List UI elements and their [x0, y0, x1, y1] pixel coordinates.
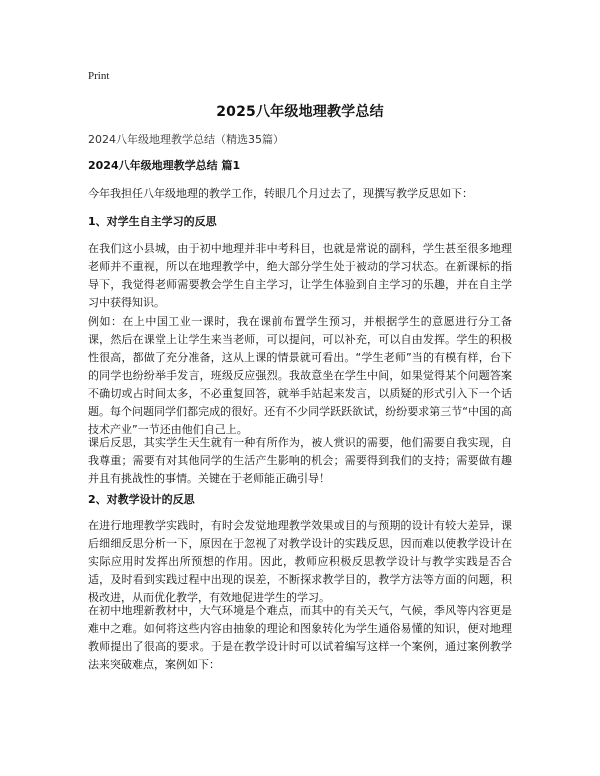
document-title: 2025八年级地理教学总结	[216, 104, 384, 120]
paragraph-5: 在初中地理新教材中，大气环境是个难点，而其中的有关天气，气候，季风等内容更是难中之难。如何将这些内容由抽象的理论和图象转化为学生通俗易懂的知识，便对地理教师提出了很高的要求。于是在教学设计时可以试着编写这样一个案例，通过案例教学法来突破难点，案例如下：	[88, 604, 512, 671]
heading-1: 1、对学生自主学习的反思	[88, 215, 217, 228]
paragraph-4: 在进行地理教学实践时，有时会发觉地理教学效果或目的与预期的设计有较大差异，课后细细反思分析一下，原因在于忽视了对教学设计的实践反思，因而难以使教学设计在实际应用时发挥出所预想的作用。因此，教师应积极反思教学设计与教学实践是否合适，及时看到实践过程中出现的误差，不断探求教学目的，教学方法等方面的问题，积极改进，从而优化教学，有效地促进学生的学习。	[88, 519, 512, 604]
heading-2: 2、对教学设计的反思	[88, 493, 195, 506]
section-title: 2024八年级地理教学总结 篇1	[88, 159, 241, 172]
paragraph-2: 例如：在上中国工业一课时，我在课前布置学生预习，并根据学生的意愿进行分工备课，然后在课堂上让学生来当老师，可以提问，可以补充，可以自由发挥。学生的积极性很高，都做了充分准备，这从上课的情景就可看出。“学生老师”当的有模有样，台下的同学也纷纷举手发言，班级反应强烈。我故意坐在学生中间，如果觉得某个问题答案不确切或占时间太多，不必重复回答，就举手站起来发言，以质疑的形式引入下一个话题。每个问题同学们都完成的很好。还有不少同学跃跃欲试，纷纷要求第三节“中国的高技术产业”一节还由他们自己上。	[88, 315, 512, 436]
document-subtitle: 2024八年级地理教学总结（精选35篇）	[88, 133, 284, 146]
intro-paragraph: 今年我担任八年级地理的教学工作，转眼几个月过去了，现撰写教学反思如下：	[88, 187, 473, 200]
paragraph-3: 课后反思，其实学生天生就有一种有所作为，被人赏识的需要，他们需要自我实现，自我尊重；需要有对其他同学的生活产生影响的机会；需要得到我们的支持；需要做有趣并且有挑战性的事情。关键在于老师能正确引导！	[88, 436, 512, 485]
paragraph-1: 在我们这小县城，由于初中地理并非中考科目，也就是常说的副科，学生甚至很多地理老师并不重视，所以在地理教学中，绝大部分学生处于被动的学习状态。在新课标的指导下，我觉得老师需要教会学生自主学习，让学生体验到自主学习的乐趣，并在自主学习中获得知识。	[88, 242, 512, 309]
print-link[interactable]: Print	[88, 70, 110, 82]
